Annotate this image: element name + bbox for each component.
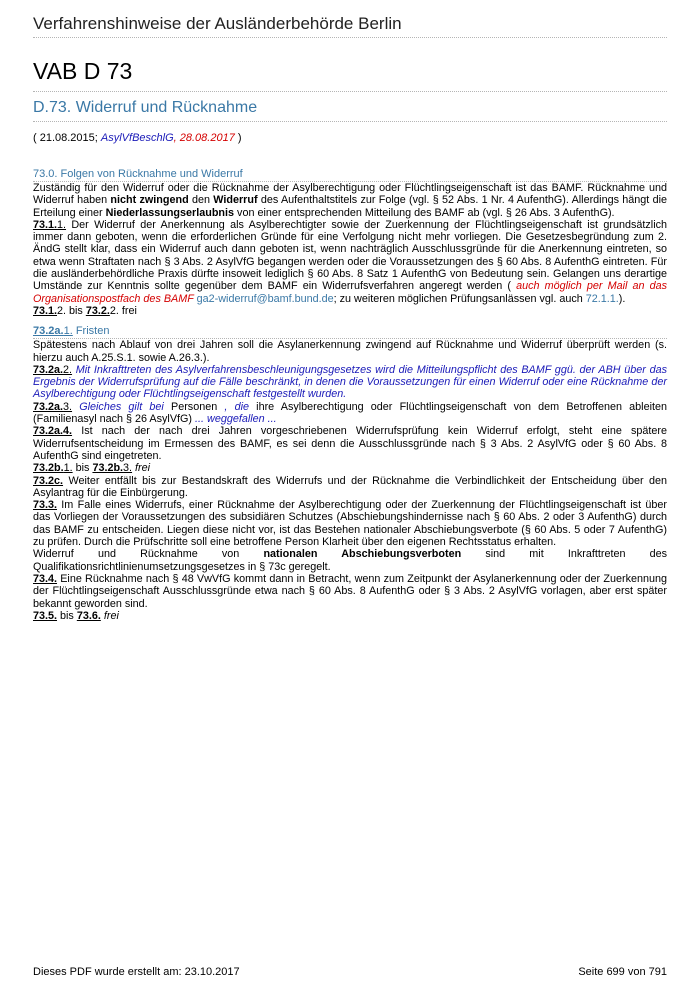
page-footer bbox=[33, 966, 667, 978]
page-number: Seite 699 von 791 bbox=[578, 966, 667, 978]
change-date: , 28.08.2017 bbox=[173, 132, 235, 144]
paragraph-73-5: 73.5. bis 73.6. frei bbox=[33, 609, 119, 622]
paragraph-73-3-national: Widerruf und Rücknahme von nationalen Abschiebungsverboten sind mit Inkrafttreten des Qualifikationsrichtlinienumsetzungsgesetzes in § 73c geregelt. bbox=[33, 548, 668, 573]
paragraph-73-2c: 73.2c. Weiter entfällt bis zur Bestandskraft des Widerrufs und der Rücknahme die Verbindlichkeit der Entscheidung über den Asylantrag für die Einbürgerung. bbox=[33, 474, 667, 499]
date-open: ( 21.08.2015; bbox=[33, 132, 101, 144]
cross-reference-link[interactable]: 72.1.1. bbox=[585, 292, 619, 305]
law-reference: AsylVfBeschlG bbox=[100, 132, 174, 144]
paragraph-73-4: 73.4. Eine Rücknahme nach § 48 VwVfG kommt dann in Betracht, wenn zum Zeitpunkt der Asylanerkennung oder der Zuerkennung der Flüchtlingseigenschaft Ausschlussgründe etwa nach § 60 Abs. 8 AufenthG oder § 3 Abs. 2 AsylVfG vorlagen, aber erst später bekannt geworden sind. bbox=[33, 572, 667, 610]
section-title: D.73. Widerruf und Rücknahme bbox=[33, 99, 667, 122]
page-header: Verfahrenshinweise der Ausländerbehörde Berlin bbox=[33, 0, 667, 38]
date-close: ) bbox=[234, 132, 242, 144]
paragraph-number: 73.1. bbox=[33, 218, 58, 231]
section-heading-73-2a: 73.2a.1. Fristen bbox=[33, 325, 667, 339]
paragraph-73-2a-1: Spätestens nach Ablauf von drei Jahren soll die Asylanerkennung zwingend auf Rücknahme und Widerruf überprüft werden (s. hierzu auch A.25.S.1. sowie A.26.3.). bbox=[33, 339, 667, 364]
document-page bbox=[33, 0, 667, 622]
paragraph-73-3: 73.3. Im Falle eines Widerrufs, einer Rücknahme der Asylberechtigung oder der Zuerkennung der Flüchtlingseigenschaft ist über das Vorliegen der Voraussetzungen des subsidiären Schutzes (Abschiebungshindernisse nach § 60 Abs. 2 oder 3 AufenthG) durch das BAMF zu entscheiden. Liegen diese nicht vor, ist das Bestehen nationaler Abschiebungsverbote (§ 60 Abs. 5 oder 7 AufenthG) zu prüfen. Durch die Prüfschritte soll eine betroffene Person Klarheit über den eigenen Rechtsstatus erhalten. bbox=[33, 499, 667, 549]
paragraph-73-0: Zuständig für den Widerruf oder die Rücknahme der Asylberechtigung oder Flüchtlingseigenschaft ist das BAMF. Rücknahme und Widerruf haben nicht zwingend den Widerruf des Aufenthaltstitels zur Folge (vgl. § 52 Abs. 1 Nr. 4 AufenthG). Allerdings hängt die Erteilung einer Niederlassungserlaubnis von einer entsprechenden Mitteilung des BAMF ab (vgl. § 26 Abs. 3 AufenthG). bbox=[33, 182, 667, 219]
page-title: VAB D 73 bbox=[33, 58, 667, 92]
revision-date bbox=[33, 132, 667, 144]
paragraph-73-2a-3: 73.2a.3. Gleiches gilt bei Personen , die ihre Asylberechtigung oder Flüchtlingseigenschaft von dem Betroffenen ableiten (Familienasyl nach § 26 AsylVfG) ... weggefallen ... bbox=[33, 400, 667, 426]
section-heading-73-0: 73.0. Folgen von Rücknahme und Widerruf bbox=[33, 168, 667, 182]
paragraph-73-2a-4: 73.2a.4. Ist nach der nach drei Jahren vorgeschriebenen Widerrufsprüfung kein Widerruf erfolgt, steht eine spätere Widerrufsentscheidung im Ermessen des BAMF, es sei denn die Ausschlussgründe nach § 3 Abs. 2 AsylVfG oder § 60 Abs. 8 AufenthG sind eingetreten. bbox=[33, 425, 667, 462]
paragraph-73-2b: 73.2b.1. bis 73.2b.3. frei bbox=[33, 462, 151, 475]
paragraph-73-1-2: 73.1.2. bis 73.2.2. frei bbox=[33, 304, 137, 317]
creation-date: Dieses PDF wurde erstellt am: 23.10.2017 bbox=[33, 966, 240, 978]
email-link[interactable]: ga2-widerruf@bamf.bund.de bbox=[196, 292, 334, 305]
paragraph-73-1-1: 73.1.1. Der Widerruf der Anerkennung als Asylberechtigter sowie der Zuerkennung der Flüchtlingseigenschaft ist grundsätzlich immer dann geboten, wenn die erforderlichen Gründe für eine Verfolgung nicht mehr vorliegen. Die Gesetzesbegründung zum 2. ÄndG stellt klar, dass ein Widerruf auch dann geboten ist, wenn nachträglich Ausschlussgründe für die Anerkennung eintreten, so etwa wenn Straftaten nach § 3 Abs. 2 AsylVfG begangen werden oder die Voraussetzungen des § 60 Abs. 8 AufenthG eintreten. Für die ausländerbehördliche Praxis dürfte insoweit lediglich § 60 Abs. 8 Satz 1 AufenthG von Bedeutung sein. Gelangen uns derartige Umstände zur Kenntnis sollte gegenüber dem BAMF ein Widerrufsverfahren angeregt werden ( auch möglich per Mail an das Organisationspostfach des BAMF ga2-widerruf@bamf.bund.de; zu weiteren möglichen Prüfungsanlässen vgl. auch 72.1.1.). bbox=[33, 218, 667, 305]
paragraph-73-2a-2: 73.2a.2. Mit Inkrafttreten des Asylverfahrensbeschleunigungsgesetzes wird die Mitteilungspflicht des BAMF ggü. der ABH über das Ergebnis der Widerrufsprüfung auf die Fälle beschränkt, in denen die Voraussetzungen für einen Widerruf oder eine Rücknahme der Asylberechtigung oder Flüchtlingseigenschaft festgestellt wurden. bbox=[33, 363, 667, 401]
amendment-note: auch möglich per Mail an das Organisationspostfach des BAMF bbox=[33, 280, 667, 305]
